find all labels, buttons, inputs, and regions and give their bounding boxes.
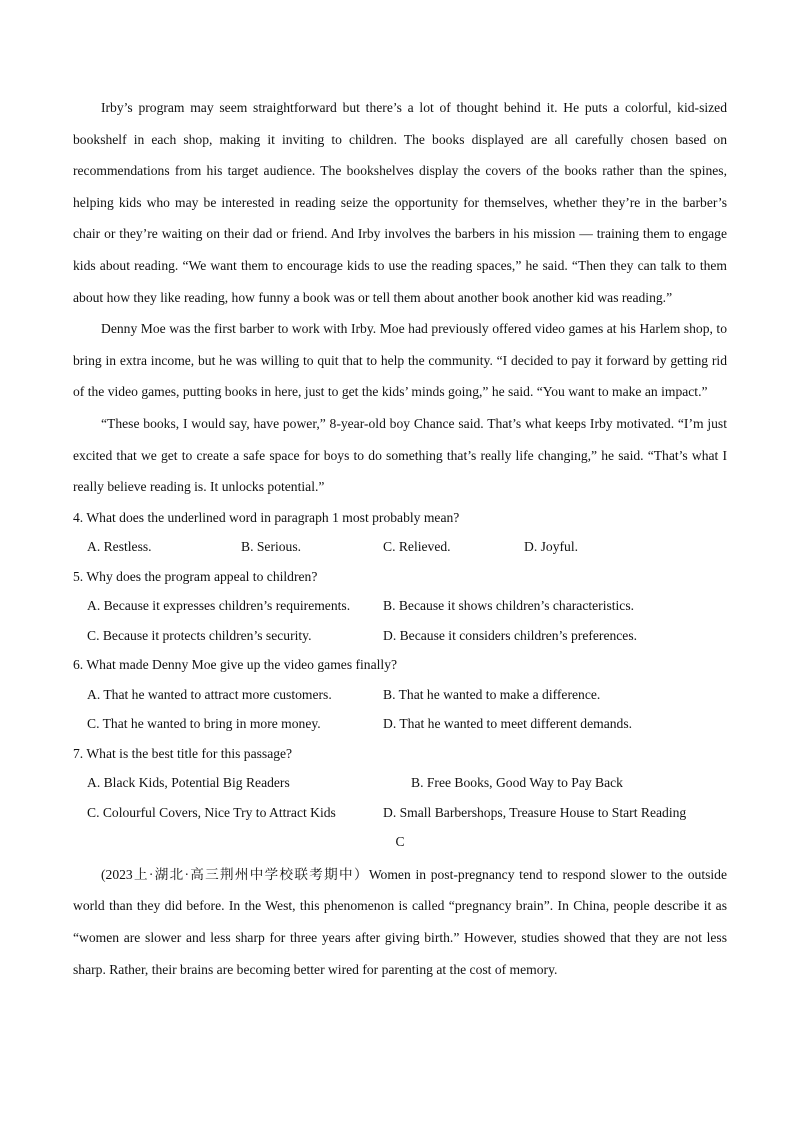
question-5-option-c: C. Because it protects children’s security. bbox=[87, 627, 312, 643]
question-4-stem: 4. What does the underlined word in paragraph 1 most probably mean? bbox=[73, 509, 460, 525]
question-5-stem: 5. Why does the program appeal to children? bbox=[73, 568, 318, 584]
question-7-option-d: D. Small Barbershops, Treasure House to Start Reading bbox=[383, 804, 687, 820]
question-7-options-row-2 bbox=[73, 798, 727, 828]
question-5-options-row-2 bbox=[73, 621, 727, 651]
question-4-option-c: C. Relieved. bbox=[383, 539, 451, 555]
question-7-option-b: B. Free Books, Good Way to Pay Back bbox=[411, 775, 623, 791]
question-7-options-row-1 bbox=[73, 768, 727, 798]
question-5-option-d: D. Because it considers children’s preferences. bbox=[383, 627, 638, 643]
question-6-option-c: C. That he wanted to bring in more money. bbox=[87, 716, 321, 732]
section-c-label: C bbox=[395, 834, 405, 850]
question-6-options-row-2 bbox=[73, 709, 727, 739]
question-7-option-c: C. Colourful Covers, Nice Try to Attract Kids bbox=[87, 804, 336, 820]
section-c-paragraph: (2023上·湖北·高三荆州中学校联考期中）Women in post-pregnancy tend to respond slower to the outside world than they did before. In the West, this phenomenon is called “pregnancy brain”. In China, people describe it as “women are slower and less sharp for three years after giving birth.” However, studies showed that they are not less sharp. Rather, their brains are becoming better wired for parenting at the cost of memory. bbox=[73, 866, 727, 977]
question-6-option-b: B. That he wanted to make a difference. bbox=[383, 686, 601, 702]
question-7-option-a: A. Black Kids, Potential Big Readers bbox=[87, 775, 290, 791]
question-6-options-row-1 bbox=[73, 680, 727, 710]
question-7-stem: 7. What is the best title for this passage? bbox=[73, 745, 293, 761]
document-page bbox=[73, 92, 727, 985]
question-6-stem: 6. What made Denny Moe give up the video games finally? bbox=[73, 657, 398, 673]
question-5-options-row-1 bbox=[73, 591, 727, 621]
passage-paragraph-3: “These books, I would say, have power,” 8-year-old boy Chance said. That’s what keeps Irby motivated. “I’m just excited that we get to create a safe space for boys to do something that’s really life changing,” he said. “That’s what I really believe reading is. It unlocks potential.” bbox=[73, 415, 727, 495]
question-6-option-a: A. That he wanted to attract more customers. bbox=[87, 686, 332, 702]
question-6-option-d: D. That he wanted to meet different demands. bbox=[383, 716, 633, 732]
passage-paragraph-2: Denny Moe was the first barber to work with Irby. Moe had previously offered video games at his Harlem shop, to bring in extra income, but he was willing to quit that to help the community. “I decided to pay it forward by getting rid of the video games, putting books in here, just to get the kids’ minds going,” he said. “You want to make an impact.” bbox=[73, 321, 727, 400]
question-4-option-a: A. Restless. bbox=[87, 539, 152, 555]
question-4-option-d: D. Joyful. bbox=[524, 539, 578, 555]
question-5-option-b: B. Because it shows children’s characteristics. bbox=[383, 598, 635, 614]
question-4-options bbox=[73, 532, 727, 562]
passage-paragraph-1: Irby’s program may seem straightforward but there’s a lot of thought behind it. He puts a colorful, kid-sized bookshelf in each shop, making it inviting to children. The books displayed are all carefully chosen based on recommendations from his target audience. The bookshelves display the covers of the books rather than the spines, helping kids who may be interested in reading seize the opportunity for themselves, whether they’re in the barber’s chair or they’re waiting on their dad or friend. And Irby involves the barbers in his mission — training them to engage kids about reading. “We want them to encourage kids to use the reading spaces,” he said. “Then they can talk to them about how they like reading, how funny a book was or tell them about another book another kid was reading.” bbox=[73, 100, 727, 305]
question-5-option-a: A. Because it expresses children’s requirements. bbox=[87, 598, 351, 614]
question-4-option-b: B. Serious. bbox=[241, 539, 302, 555]
